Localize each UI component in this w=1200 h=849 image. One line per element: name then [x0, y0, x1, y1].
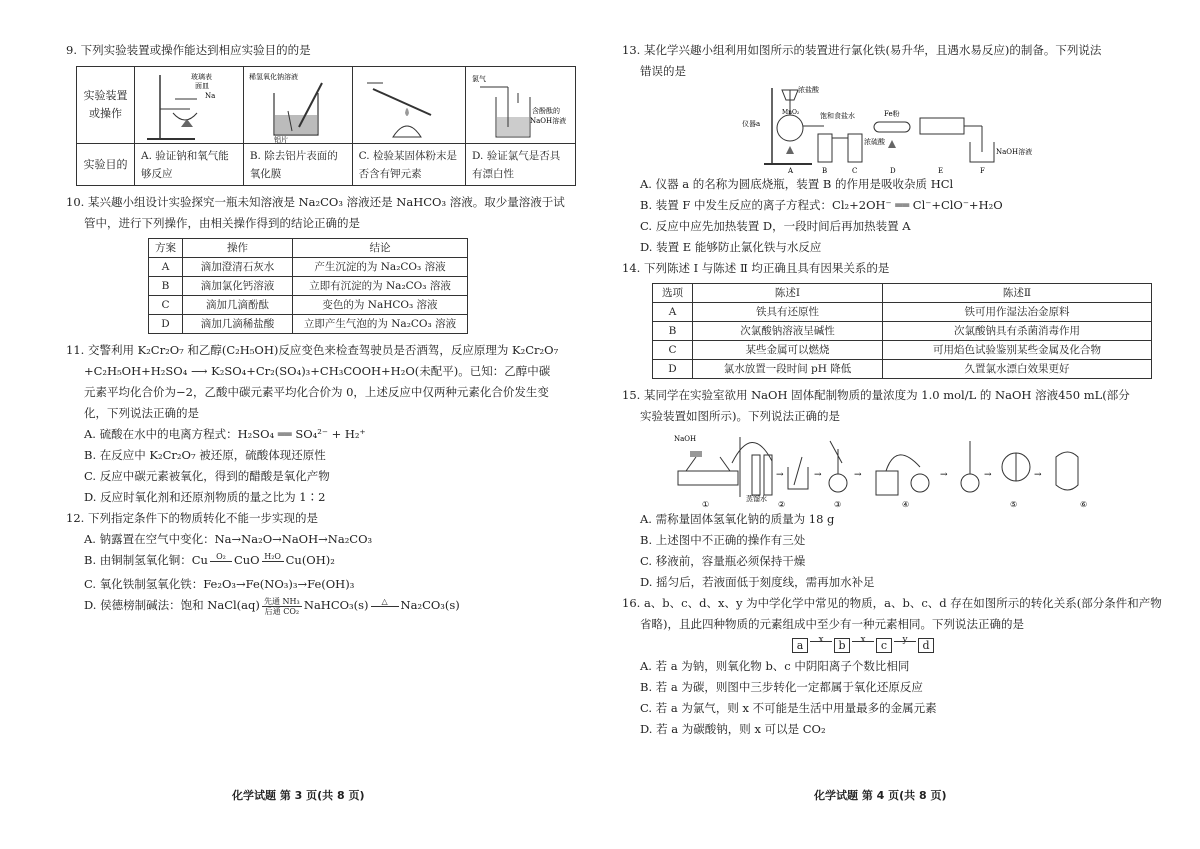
question-13-line-2: 错误的是 [640, 64, 686, 78]
left-column [66, 40, 611, 623]
fecl3-apparatus-figure [742, 82, 1042, 174]
option-c: C. 氧化铁制氢氧化铁：Fe₂O₃→Fe(NO₃)₃→Fe(OH)₃ [84, 577, 355, 591]
sodium-heating-figure [135, 67, 240, 143]
table-cell: 变色的为 NaHCO₃ 溶液 [293, 296, 468, 315]
arrow-h2o [262, 552, 284, 571]
option-c: C. 若 a 为氯气，则 x 不可能是生活中用量最多的金属元素 [640, 701, 937, 715]
label-distilled-water: 蒸馏水 [746, 495, 767, 503]
label-watch-glass: 玻璃表 [191, 73, 212, 81]
label-naoh-dilute: 稀氢氧化钠溶液 [248, 73, 298, 81]
flame-test-figure [353, 67, 458, 143]
question-10-stem-2: 管中，进行下列操作，由相关操作得到的结论正确的是 [84, 216, 360, 230]
question-11-line-3: 元素平均化合价为−2，乙酸中碳元素平均化合价为 0，上述反应中仅两种元素化合价发生变 [84, 385, 549, 399]
arrow-heat [371, 597, 399, 616]
label-phenolphthalein: 含酚酞的 [531, 107, 560, 115]
table-cell: B [149, 277, 183, 296]
label-naoh-solid: NaOH [674, 435, 697, 443]
table-cell: 次氯酸钠溶液呈碱性 [693, 322, 883, 341]
table-cell: 次氯酸钠具有杀菌消毒作用 [883, 322, 1152, 341]
option-b: B. 若 a 为碳，则图中三步转化一定都属于氧化还原反应 [640, 680, 923, 694]
option-c: C. 移液前，容量瓶必须保持干燥 [640, 554, 806, 568]
step-5: ⑤ [1010, 500, 1018, 509]
option-d: D. 摇匀后，若液面低于刻度线，需再加水补足 [640, 575, 875, 589]
option-a: A. 钠露置在空气中变化：Na→Na₂O→NaOH→Na₂CO₃ [84, 532, 373, 546]
conversion-chain [792, 635, 934, 656]
table-cell: 产生沉淀的为 Na₂CO₃ 溶液 [293, 258, 468, 277]
purpose-b: B. 除去铝片表面的氧化膜 [243, 144, 352, 186]
label-mno2: MnO₂ [782, 109, 800, 116]
table-row [149, 277, 468, 296]
option-b: B. 上述图中不正确的操作有三处 [640, 533, 806, 547]
label-brine: 饱和食盐水 [820, 112, 855, 120]
option-a: A. 需称量固体氢氧化钠的质量为 18 g [640, 512, 835, 526]
question-10-table [148, 238, 468, 334]
table-cell: A [149, 258, 183, 277]
table-cell: 滴加氯化钙溶液 [183, 277, 293, 296]
table-cell: 立即有沉淀的为 Na₂CO₃ 溶液 [293, 277, 468, 296]
option-b [66, 550, 611, 574]
question-13 [622, 40, 1167, 258]
question-15-line-1: 15. 某同学在实验室欲用 NaOH 固体配制物质的量浓度为 1.0 mol/L 的 NaOH 溶液450 mL(部分 [622, 388, 1130, 402]
chain-arrow-x1: x [810, 630, 832, 651]
label-watch-glass-2: 面皿 [195, 82, 209, 90]
arrow-bottom-label: 后通 CO₂ [264, 606, 300, 616]
step-3: ③ [834, 500, 842, 509]
svg-text:→: → [1034, 470, 1042, 480]
solution-prep-figure [672, 427, 1102, 509]
table-cell: D [149, 315, 183, 334]
chain-a: a [792, 638, 808, 653]
page-footer-right: 化学试题 第 4 页(共 8 页) [814, 789, 947, 802]
purpose-c: C. 检验某固体粉末是否含有钾元素 [352, 144, 465, 186]
arrow-o2-label: O₂ [216, 551, 226, 561]
option-d: D. 反应时氧化剂和还原剂物质的量之比为 1∶2 [84, 490, 326, 504]
table-cell: C [149, 296, 183, 315]
label-a: A [788, 167, 794, 174]
table-cell: C [653, 341, 693, 360]
table-cell: 滴加几滴酚酞 [183, 296, 293, 315]
label-naoh-solution: NaOH溶液 [529, 117, 567, 125]
option-b-part-2: CuO [233, 553, 260, 567]
table-header: 结论 [293, 239, 468, 258]
question-14-table [652, 283, 1152, 379]
label-f: F [980, 167, 985, 174]
aluminum-beaker-figure [244, 67, 349, 143]
label-conc-h2so4: 浓硫酸 [864, 138, 885, 146]
table-header: 操作 [183, 239, 293, 258]
question-10-stem-1: 10. 某兴趣小组设计实验探究一瓶未知溶液是 Na₂CO₃ 溶液还是 NaHCO₃ 溶液。取少量溶液于试 [66, 195, 565, 209]
question-9-table [76, 66, 576, 186]
label-fe-powder: Fe粉 [884, 110, 900, 118]
table-cell: 可用焰色试验鉴别某些金属及化合物 [883, 341, 1152, 360]
table-row [653, 322, 1152, 341]
arrow-h2o-label: H₂O [264, 551, 281, 561]
row-head-apparatus: 实验装置 或操作 [77, 67, 135, 144]
step-2: ② [778, 500, 786, 509]
question-11-line-4: 化，下列说法正确的是 [84, 406, 199, 420]
arrow-o2 [210, 552, 232, 571]
question-14 [622, 258, 1167, 379]
chain-b: b [834, 638, 850, 653]
table-row [149, 296, 468, 315]
table-cell: 氯水放置一段时间 pH 降低 [693, 360, 883, 379]
label-e: E [938, 167, 944, 174]
svg-text:→: → [814, 470, 822, 480]
question-15-line-2: 实验装置如图所示)。下列说法正确的是 [640, 409, 840, 423]
question-11 [66, 340, 611, 508]
option-d-part-2: NaHCO₃(s) [303, 598, 369, 612]
chain-c: c [876, 638, 892, 653]
page-footer-left: 化学试题 第 3 页(共 8 页) [232, 789, 365, 802]
label-instrument-a: 仪器a [742, 120, 761, 128]
step-6: ⑥ [1080, 500, 1088, 509]
table-row [653, 303, 1152, 322]
figure-9d [465, 67, 575, 144]
chain-d: d [918, 638, 934, 653]
option-d: D. 若 a 为碳酸钠，则 x 可以是 CO₂ [640, 722, 826, 736]
question-11-line-1: 11. 交警利用 K₂Cr₂O₇ 和乙醇(C₂H₅OH)反应变色来检查驾驶员是否酒驾，反应原理为 K₂Cr₂O₇ [66, 343, 559, 357]
question-11-line-2: +C₂H₅OH+H₂SO₄ ⟶ K₂SO₄+Cr₂(SO₄)₃+CH₃COOH+H₂O(未配平)。已知：乙醇中碳 [84, 364, 551, 378]
option-a: A. 若 a 为钠，则氧化物 b、c 中阴阳离子个数比相同 [640, 659, 910, 673]
table-cell: D [653, 360, 693, 379]
option-a: A. 仪器 a 的名称为圆底烧瓶，装置 B 的作用是吸收杂质 HCl [640, 177, 954, 191]
option-d-part-3: Na₂CO₃(s) [400, 598, 460, 612]
purpose-d: D. 验证氯气是否具有漂白性 [465, 144, 575, 186]
question-9 [66, 40, 611, 186]
label-d: D [890, 167, 896, 174]
figure-9c [352, 67, 465, 144]
svg-text:→: → [854, 470, 862, 480]
table-cell: 某些金属可以燃烧 [693, 341, 883, 360]
label-cl2: 氯气 [471, 75, 486, 83]
figure-9b [243, 67, 352, 144]
step-1: ① [702, 500, 710, 509]
option-a: A. 硫酸在水中的电离方程式：H₂SO₄ ══ SO₄²⁻ + H₂⁺ [84, 427, 366, 441]
question-14-stem: 14. 下列陈述 Ⅰ 与陈述 Ⅱ 均正确且具有因果关系的是 [622, 261, 890, 275]
table-header: 陈述Ⅰ [693, 284, 883, 303]
table-cell: B [653, 322, 693, 341]
question-16 [622, 593, 1167, 740]
svg-text:→: → [984, 470, 992, 480]
question-16-line-2: 省略)，且此四种物质的元素组成中至少有一种元素相同。下列说法正确的是 [640, 617, 1024, 631]
option-d: D. 装置 E 能够防止氯化铁与水反应 [640, 240, 822, 254]
svg-text:→: → [940, 470, 948, 480]
table-header: 方案 [149, 239, 183, 258]
option-b: B. 装置 F 中发生反应的离子方程式：Cl₂+2OH⁻ ══ Cl⁻+ClO⁻+H₂O [640, 198, 1003, 212]
purpose-a: A. 验证钠和氧气能够反应 [135, 144, 244, 186]
chain-arrow-x2: x [852, 630, 874, 651]
question-15 [622, 385, 1167, 593]
svg-text:→: → [776, 470, 784, 480]
arrow-top-label: 先通 NH₃ [264, 596, 300, 606]
heat-symbol: △ [381, 596, 388, 606]
option-b-part-3: Cu(OH)₂ [285, 553, 335, 567]
table-row [653, 341, 1152, 360]
chain-arrow-y: y [894, 630, 916, 651]
chlorine-bottle-figure [466, 67, 571, 143]
table-cell: 滴加澄清石灰水 [183, 258, 293, 277]
table-header: 陈述Ⅱ [883, 284, 1152, 303]
table-cell: 铁可用作湿法冶金原料 [883, 303, 1152, 322]
label-c: C [852, 167, 858, 174]
right-column [622, 40, 1167, 740]
table-header: 选项 [653, 284, 693, 303]
label-na: Na [205, 92, 216, 100]
arrow-nh3-co2 [262, 597, 302, 616]
option-c: C. 反应中应先加热装置 D，一段时间后再加热装置 A [640, 219, 911, 233]
figure-9a [135, 67, 244, 144]
option-b-part-1: B. 由铜制氢氧化铜：Cu [84, 553, 208, 567]
question-9-stem: 9. 下列实验装置或操作能达到相应实验目的的是 [66, 43, 311, 57]
table-row [653, 360, 1152, 379]
option-b: B. 在反应中 K₂Cr₂O₇ 被还原，硫酸体现还原性 [84, 448, 326, 462]
table-cell: A [653, 303, 693, 322]
step-4: ④ [902, 500, 910, 509]
table-cell: 滴加几滴稀盐酸 [183, 315, 293, 334]
question-16-line-1: 16. a、b、c、d、x、y 为中学化学中常见的物质，a、b、c、d 存在如图所示的转化关系(部分条件和产物 [622, 596, 1162, 610]
label-b: B [822, 167, 828, 174]
table-row [149, 315, 468, 334]
option-d [66, 595, 611, 623]
option-c: C. 反应中碳元素被氧化，得到的醋酸是氧化产物 [84, 469, 330, 483]
label-naoh-solution: NaOH溶液 [996, 148, 1033, 156]
question-10 [66, 192, 611, 334]
label-conc-hcl: 浓盐酸 [798, 86, 819, 94]
question-13-line-1: 13. 某化学兴趣小组利用如图所示的装置进行氯化铁(易升华，且遇水易反应)的制备。下列说法 [622, 43, 1102, 57]
table-cell: 立即产生气泡的为 Na₂CO₃ 溶液 [293, 315, 468, 334]
table-cell: 久置氯水漂白效果更好 [883, 360, 1152, 379]
question-12 [66, 508, 611, 623]
table-cell: 铁具有还原性 [693, 303, 883, 322]
question-12-stem: 12. 下列指定条件下的物质转化不能一步实现的是 [66, 511, 318, 525]
table-row [149, 258, 468, 277]
option-d-part-1: D. 侯德榜制碱法：饱和 NaCl(aq) [84, 598, 260, 612]
label-al-plate: 铝片 [273, 136, 288, 143]
row-head-purpose: 实验目的 [77, 144, 135, 186]
